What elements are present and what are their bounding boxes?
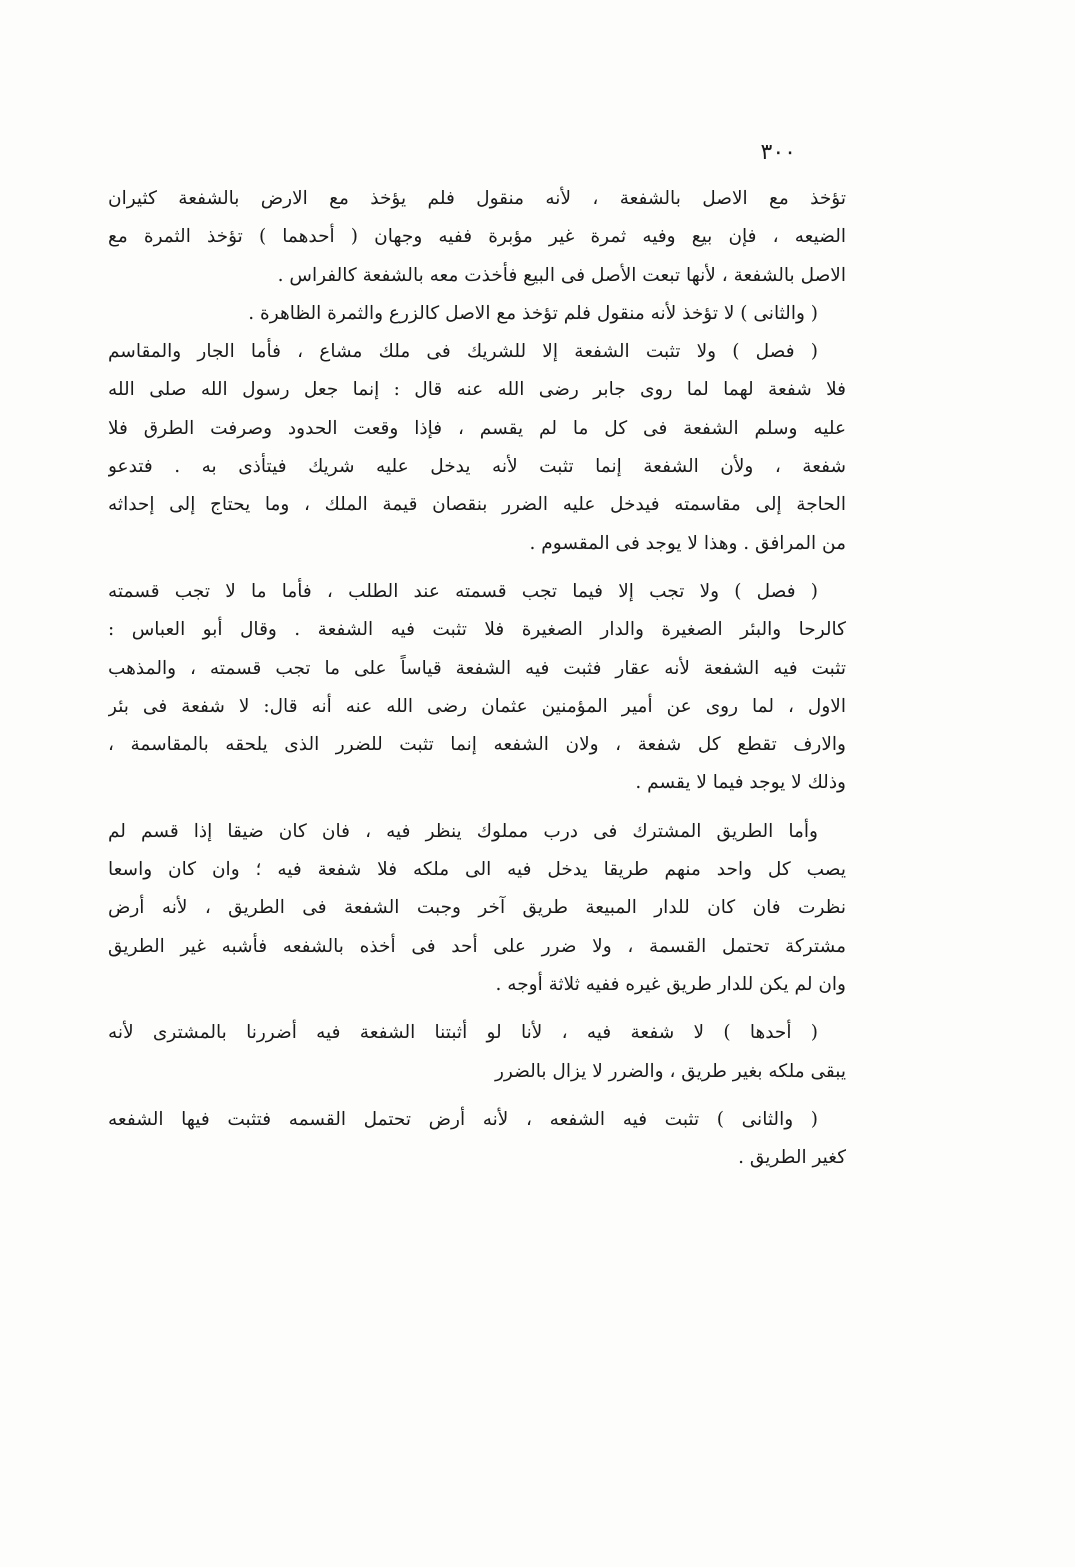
text-line: يبقى ملكه بغير طريق ، والضرر لا يزال بالضرر [494,1060,846,1082]
paragraph [108,1014,846,1091]
text-line: تثبت فيه الشفعة لأنه عقار فثبت فيه الشفعة قياساً على ما تجب قسمته ، والمذهب [108,657,846,679]
text-line: مشتركة تحتمل القسمة ، ولا ضرر على أحد فى أخذه بالشفعه فأشبه غير الطريق [108,935,846,957]
text-line: كغير الطريق . [738,1147,846,1169]
text-line: فلا شفعة لهما لما روى جابر رضى الله عنه قال : إنما جعل رسول الله صلى الله [108,379,846,401]
text-line: الاصل بالشفعة ، لأنها تبعت الأصل فى البيع فأخذت معه بالشفعة كالفراس . [277,264,846,286]
text-line: الضيعه ، فإن بيع وفيه ثمرة غير مؤبرة ففيه وجهان ( أحدهما ) تؤخذ الثمرة مع [108,226,846,248]
text-line: شفعة ، ولأن الشفعة إنما تثبت لأنه يدخل عليه شريك فيتأذى به . فتدعو [108,456,846,478]
paragraph-gap [108,803,846,813]
text-line: نظرت فان كان للدار المبيعة طريق آخر وجبت الشفعة فى الطريق ، لأنه أرض [108,897,846,919]
text-line: ( فصل ) ولا تجب إلا فيما تجب قسمته عند الطلب ، فأما ما لا تجب قسمته [108,580,818,602]
paragraph [108,333,846,563]
text-line: من المرافق . وهذا لا يوجد فى المقسوم . [529,532,846,554]
text-line: وأما الطريق المشترك فى درب مملوك ينظر فيه ، فان كان ضيقا إذا قسم لم [108,820,818,842]
text-line: ( فصل ) ولا تثبت الشفعة إلا للشريك فى ملك مشاع ، فأما الجار والمقاسم [108,341,818,363]
text-line: الاول ، لما روى عن أمير المؤمنين عثمان رضى الله عنه أنه قال: لا شفعة فى بئر [108,695,846,717]
paragraph-gap [108,1091,846,1101]
text-line: ( والثانى ) لا تؤخذ لأنه منقول فلم تؤخذ مع الاصل كالزرع والثمرة الظاهرة . [248,302,818,324]
text-line: يصب كل واحد منهم طريقا يدخل فيه الى ملكه فلا شفعة فيه ؛ وان كان واسعا [108,859,846,881]
text-line: ( أحدها ) لا شفعة فيه ، لأنا لو أثبتنا الشفعة فيه أضررنا بالمشترى لأنه [108,1022,818,1044]
text-line: كالرحا والبئر الصغيرة والدار الصغيرة فلا تثبت فيه الشفعة . وقال أبو العباس : [108,619,846,641]
body-text [108,180,846,1177]
paragraph [108,1101,846,1178]
paragraph-gap [108,563,846,573]
text-line: عليه وسلم الشفعة فى كل ما لم يقسم ، فإذا وقعت الحدود وصرفت الطرق فلا [108,417,846,439]
text-line: والارف تقطع كل شفعة ، ولان الشفعه إنما تثبت للضرر الذى يلحقه بالمقاسمة ، [108,734,846,756]
paragraph-gap [108,1004,846,1014]
paragraph [108,295,846,333]
paragraph [108,573,846,803]
paragraph [108,180,846,295]
text-line: وذلك لا يوجد فيما لا يقسم . [635,772,846,794]
text-line: تؤخذ مع الاصل بالشفعة ، لأنه منقول فلم يؤخذ مع الارض بالشفعة كثيران [108,188,846,209]
text-line: وان لم يكن للدار طريق غيره ففيه ثلاثة أوجه . [495,973,846,995]
paragraph [108,813,846,1004]
page-number: ٣٠٠ [760,140,796,165]
text-line: الحاجة إلى مقاسمته فيدخل عليه الضرر بنقصان قيمة الملك ، وما يحتاج إلى إحداثه [108,494,846,516]
text-line: ( والثانى ) تثبت فيه الشفعه ، لأنه أرض تحتمل القسمه فتثبت فيها الشفعه [108,1108,818,1130]
